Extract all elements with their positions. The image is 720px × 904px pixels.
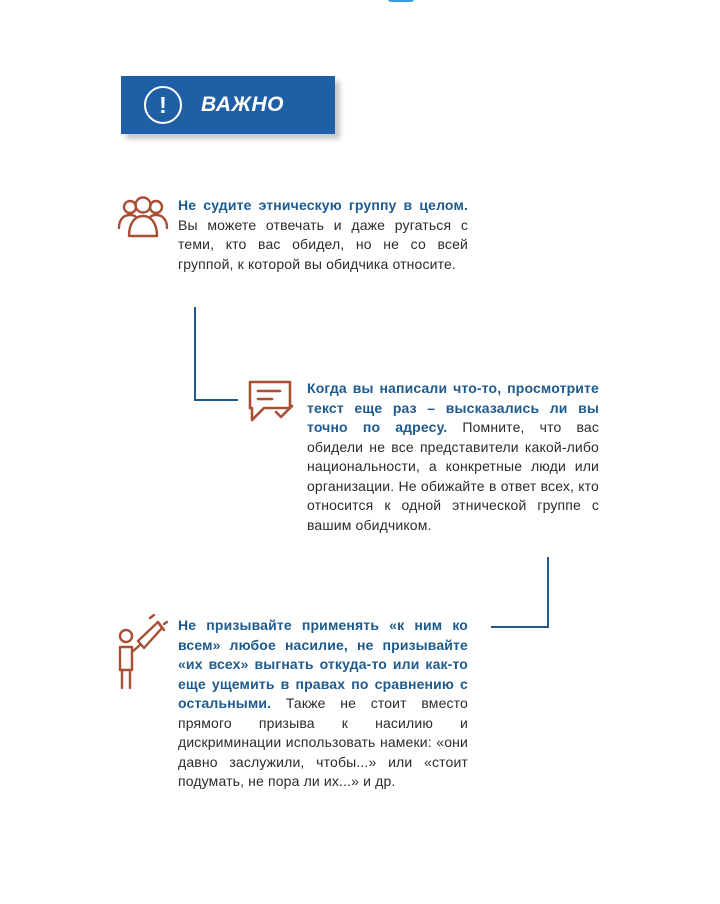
banner-title: ВАЖНО: [201, 93, 285, 116]
tip-2-heading: Когда вы написали что-то, просмотрите текст еще раз – высказались ли вы точно по адресу.: [307, 380, 599, 435]
header-fragment: [388, 0, 568, 4]
people-group-icon: [117, 194, 169, 238]
exclamation-circle-icon: !: [144, 86, 182, 124]
connector-line-1-vertical: [194, 307, 196, 401]
person-megaphone-icon: [112, 614, 168, 692]
connector-line-1-horizontal: [194, 399, 238, 401]
message-check-icon: [246, 378, 296, 426]
connector-line-2-vertical: [547, 557, 549, 628]
tip-2-body: Помните, что вас обидели не все представители какой-либо национальности, а конкретные люди или организации. Не обижайте в ответ всех, кто относится к одной этнической группе с вашим обидчиком.: [307, 419, 599, 533]
tip-1-text: [178, 196, 468, 274]
tip-3-text: [178, 616, 468, 792]
tip-1-body: Вы можете отвечать и даже ругаться с теми, кто вас обидел, но не со всей группой, к которой вы обидчика относите.: [178, 216, 468, 272]
tip-3-heading: Не призывайте применять «к ним ко всем» любое насилие, не призывайте «их всех» выгнать откуда-то или как-то еще ущемить в правах по сравнению с остальными.: [178, 617, 468, 711]
tip-3-body: Также не стоит вместо прямого призыва к насилию и дискриминации использовать намеки: «они давно заслужили, чтобы...» или «стоит подумать, не пора ли их...» и др.: [178, 695, 468, 789]
important-banner: [121, 76, 335, 134]
connector-line-2-horizontal: [491, 626, 549, 628]
book-icon: [388, 0, 414, 2]
tip-2-text: [307, 379, 599, 535]
tip-1-heading: Не судите этническую группу в целом.: [178, 197, 468, 213]
